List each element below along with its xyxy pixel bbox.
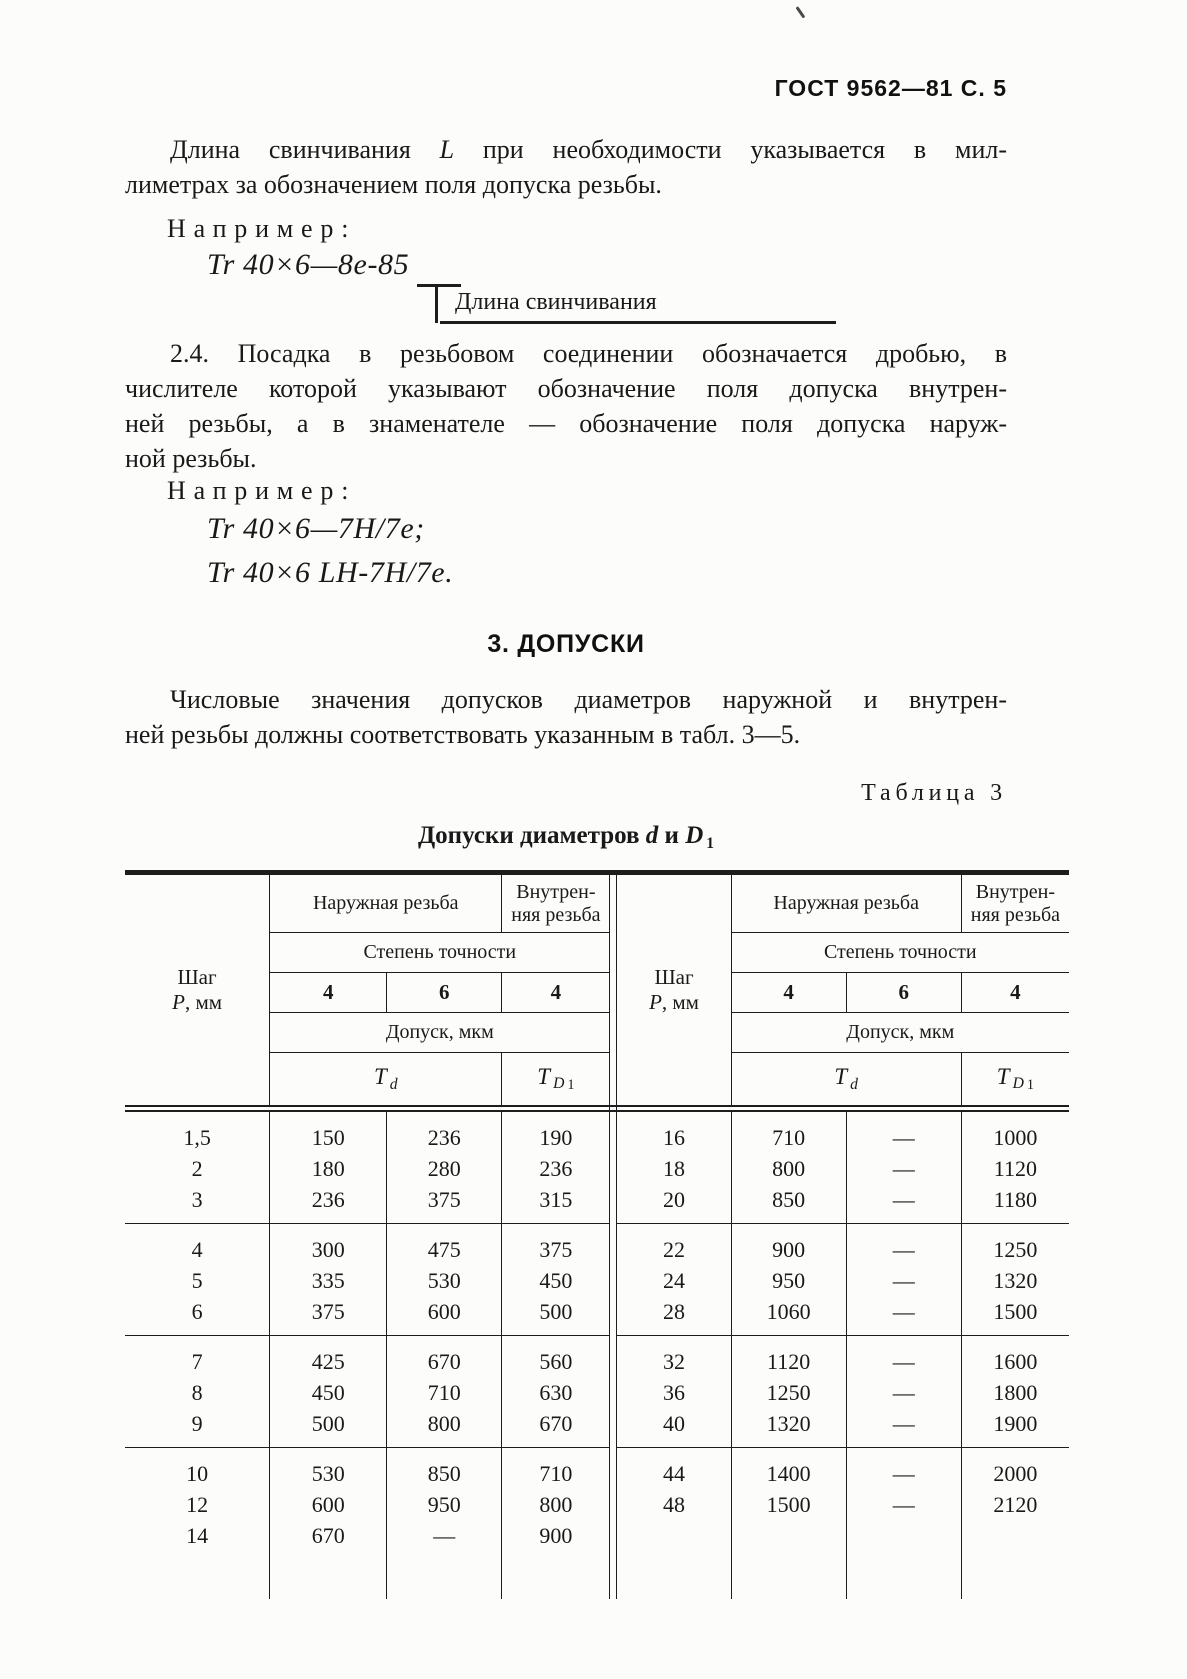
Td-subscript: d xyxy=(850,1075,858,1093)
table-cell: 280 xyxy=(387,1153,502,1184)
table-cell: 800 xyxy=(387,1408,502,1448)
T-base: T xyxy=(537,1064,551,1089)
inner-thread-line1: Внутрен- xyxy=(975,880,1056,903)
table-cell: 9 xyxy=(125,1408,270,1448)
text-line: ней резьбы должны соответствовать указанным в табл. 3—5. xyxy=(125,720,801,749)
table-cell: 1320 xyxy=(732,1408,847,1448)
col-header-step-right xyxy=(617,875,731,1105)
tolerance-units-header-left: Допуск, мкм xyxy=(270,1013,609,1053)
table-cell: 8 xyxy=(125,1377,270,1408)
table-title-subscript: 1 xyxy=(706,835,714,853)
table-cell: 1250 xyxy=(732,1377,847,1408)
table-cell: 180 xyxy=(270,1153,387,1184)
step-label-line2 xyxy=(125,990,269,1015)
table-cell: 710 xyxy=(732,1112,847,1153)
table-row xyxy=(125,1153,1069,1184)
table-cell: 48 xyxy=(617,1489,731,1520)
table-cell xyxy=(847,1551,962,1599)
text-line: ной резьбы. xyxy=(125,444,257,473)
T-base: T xyxy=(996,1064,1010,1089)
callout-underline xyxy=(440,321,836,324)
table-middle-divider xyxy=(609,1448,617,1489)
symbol-Td-right xyxy=(732,1053,962,1105)
tolerance-table xyxy=(125,870,1069,1599)
text-line: лиметрах за обозначением поля допуска резьбы. xyxy=(125,170,662,199)
table-cell: 670 xyxy=(502,1408,609,1448)
table-cell xyxy=(502,1551,609,1599)
table-cell: 44 xyxy=(617,1448,731,1489)
step-p-symbol: P xyxy=(649,990,662,1014)
accuracy-grade-header-right: Степень точности xyxy=(732,933,1069,973)
inner-thread-line1: Внутрен- xyxy=(516,880,596,903)
document-header: ГОСТ 9562—81 С. 5 xyxy=(774,75,1007,101)
table-cell: 28 xyxy=(617,1296,731,1336)
table-cell: 24 xyxy=(617,1265,731,1296)
table-cell: 850 xyxy=(387,1448,502,1489)
table-middle-divider xyxy=(609,1489,617,1520)
inner-thread-line2: няя резьба xyxy=(970,903,1061,926)
table-middle-divider xyxy=(609,1336,617,1377)
table-cell: 1320 xyxy=(993,1267,1038,1293)
table-cell: 335 xyxy=(270,1265,387,1296)
table-cell: — xyxy=(847,1224,962,1265)
table-title-text: Допуски диаметров xyxy=(417,822,646,849)
table-cell: 22 xyxy=(617,1224,731,1265)
table-cell: 36 xyxy=(617,1377,731,1408)
step-units: , мм xyxy=(184,990,223,1014)
inner-thread-line2: няя резьба xyxy=(511,903,601,926)
symbol-TD1-right xyxy=(962,1053,1069,1105)
T-base: T xyxy=(834,1064,848,1090)
table-cell: 600 xyxy=(270,1489,387,1520)
TD1-subscript-1: 1 xyxy=(567,1076,575,1093)
paragraph-swiveling-length xyxy=(125,132,1007,202)
table-cell: 7 xyxy=(125,1336,270,1377)
table-cell: — xyxy=(847,1489,962,1520)
table-cell: 1600 xyxy=(993,1348,1038,1374)
table-cell: 475 xyxy=(387,1224,502,1265)
paragraph-tolerances-intro xyxy=(125,682,1007,752)
table-title xyxy=(125,822,1007,854)
table-cell: — xyxy=(387,1520,502,1551)
step-label-line1: Шаг xyxy=(654,965,694,989)
table-row xyxy=(125,1224,1069,1265)
table-cell: — xyxy=(847,1448,962,1489)
table-cell: 1500 xyxy=(732,1489,847,1520)
table-cell: — xyxy=(847,1296,962,1336)
step-label-line2 xyxy=(617,990,730,1015)
table-middle-divider xyxy=(609,1153,617,1184)
table-cell: 900 xyxy=(732,1224,847,1265)
example-formula-1: Tr 40×6—8e-85 xyxy=(207,248,410,281)
symbol-Td-left xyxy=(270,1053,502,1105)
table-cell: 425 xyxy=(270,1336,387,1377)
table-cell: 800 xyxy=(539,1491,573,1517)
table-cell: — xyxy=(847,1336,962,1377)
table-cell: 236 xyxy=(270,1184,387,1224)
table-cell: 20 xyxy=(617,1184,731,1224)
Td-subscript: d xyxy=(389,1075,398,1093)
table-row xyxy=(125,1336,1069,1377)
TD1-subscript-1: 1 xyxy=(1026,1076,1034,1093)
table-cell: 12 xyxy=(125,1489,270,1520)
table-middle-divider xyxy=(609,875,617,1105)
col-header-inner-thread-left xyxy=(502,875,609,933)
table-cell: 950 xyxy=(732,1265,847,1296)
text-line: Числовые значения допусков диаметров наружной и внутрен- xyxy=(170,685,1007,714)
section-heading-tolerances: 3. ДОПУСКИ xyxy=(487,630,645,658)
table-cell: 5 xyxy=(125,1265,270,1296)
text-line: числителе которой указывают обозначение поля допуска внутрен- xyxy=(125,374,1007,403)
table-cell: 950 xyxy=(387,1489,502,1520)
table-row xyxy=(125,1377,1069,1408)
table-cell: 670 xyxy=(270,1520,387,1551)
table-cell: 18 xyxy=(617,1153,731,1184)
table-cell: 2000 xyxy=(993,1460,1038,1486)
table-middle-divider xyxy=(609,1408,617,1448)
table-row xyxy=(125,1448,1069,1489)
table-cell: 375 xyxy=(539,1236,573,1262)
table-row xyxy=(125,1520,1069,1551)
table-cell: 710 xyxy=(539,1460,573,1486)
table-cell: 710 xyxy=(387,1377,502,1408)
table-cell xyxy=(962,1520,1069,1551)
table-cell: 150 xyxy=(270,1112,387,1153)
table-cell: 40 xyxy=(617,1408,731,1448)
example-formula-2: Tr 40×6—7H/7e; xyxy=(207,512,425,545)
table-middle-divider xyxy=(609,1112,617,1153)
callout-vertical-line xyxy=(435,285,438,323)
table-cell: 1060 xyxy=(732,1296,847,1336)
table-cell: 300 xyxy=(270,1224,387,1265)
step-units: , мм xyxy=(661,990,699,1014)
TD1-subscript: D xyxy=(1012,1075,1024,1093)
example-label-1: Например: xyxy=(167,214,357,243)
table-cell: 315 xyxy=(502,1184,609,1224)
table-cell: 236 xyxy=(387,1112,502,1153)
table-cell: 630 xyxy=(539,1379,573,1405)
grade-6-right: 6 xyxy=(847,973,962,1013)
table-row xyxy=(125,1408,1069,1448)
table-cell: 530 xyxy=(270,1448,387,1489)
table-middle-divider xyxy=(609,1520,617,1551)
table-cell: 4 xyxy=(125,1224,270,1265)
table-cell: 900 xyxy=(539,1522,573,1548)
table-cell: 670 xyxy=(387,1336,502,1377)
table-cell: 530 xyxy=(387,1265,502,1296)
table-cell: — xyxy=(847,1112,962,1153)
T-base: T xyxy=(373,1064,387,1090)
table-cell: 1120 xyxy=(993,1155,1037,1181)
table-cell xyxy=(617,1520,731,1551)
grade-4b-left: 4 xyxy=(502,973,609,1013)
table-cell: — xyxy=(847,1408,962,1448)
table-cell: — xyxy=(847,1153,962,1184)
text-line: ней резьбы, а в знаменателе — обозначение поля допуска наруж- xyxy=(125,409,1007,438)
table-cell: 10 xyxy=(125,1448,270,1489)
table-cell: 850 xyxy=(732,1184,847,1224)
table-middle-divider xyxy=(609,1551,617,1599)
table-cell xyxy=(617,1551,731,1599)
grade-6-left: 6 xyxy=(387,973,502,1013)
page-content xyxy=(125,0,1069,1599)
table-cell xyxy=(847,1520,962,1551)
table-cell xyxy=(270,1551,387,1599)
table-cell: 2120 xyxy=(993,1491,1038,1517)
table-cell: 800 xyxy=(732,1153,847,1184)
step-p-symbol: P xyxy=(172,990,185,1014)
table-title-d-symbol: d xyxy=(645,822,659,849)
paragraph-2-4 xyxy=(125,336,1007,476)
col-header-outer-thread-left: Наружная резьба xyxy=(270,875,502,933)
table-cell: 236 xyxy=(539,1155,573,1181)
table-cell: 3 xyxy=(125,1184,270,1224)
text-line: Длина свинчивания L при необходимости указывается в мил- xyxy=(170,135,1007,164)
table-cell: 2 xyxy=(125,1153,270,1184)
text-line: 2.4. Посадка в резьбовом соединении обозначается дробью, в xyxy=(170,339,1007,368)
tolerance-units-header-right: Допуск, мкм xyxy=(732,1013,1069,1053)
table-title-and: и xyxy=(658,822,686,849)
col-header-inner-thread-right xyxy=(962,875,1069,933)
grade-4-right: 4 xyxy=(732,973,847,1013)
table-middle-divider xyxy=(609,1377,617,1408)
table-cell: 1800 xyxy=(993,1379,1038,1405)
table-middle-divider xyxy=(609,1224,617,1265)
table-caption: Таблица 3 xyxy=(861,780,1007,806)
table-middle-divider xyxy=(609,1265,617,1296)
table-cell: 1,5 xyxy=(125,1112,270,1153)
table-cell: 1500 xyxy=(962,1296,1069,1336)
table-row xyxy=(125,1184,1069,1224)
grade-4-left: 4 xyxy=(270,973,387,1013)
callout-tick-line xyxy=(417,284,461,287)
table-row xyxy=(125,1265,1069,1296)
header-body-double-rule xyxy=(125,1105,1069,1112)
col-header-step-left xyxy=(125,875,270,1105)
grade-4b-right: 4 xyxy=(962,973,1069,1013)
table-cell xyxy=(125,1551,270,1599)
example-formula-3: Tr 40×6 LH-7H/7e. xyxy=(207,556,454,589)
table-row xyxy=(125,1296,1069,1336)
table-cell: — xyxy=(847,1265,962,1296)
callout-diagram xyxy=(125,284,1007,328)
accuracy-grade-header-left: Степень точности xyxy=(270,933,609,973)
table-cell: 450 xyxy=(539,1267,573,1293)
table-cell xyxy=(732,1551,847,1599)
table-cell: 375 xyxy=(270,1296,387,1336)
table-cell xyxy=(387,1551,502,1599)
table-cell: 14 xyxy=(125,1520,270,1551)
col-header-outer-thread-right: Наружная резьба xyxy=(732,875,962,933)
table-cell: 1400 xyxy=(732,1448,847,1489)
table-middle-divider xyxy=(609,1296,617,1336)
table-cell: 16 xyxy=(617,1112,731,1153)
table-body xyxy=(125,1112,1069,1599)
table-cell: — xyxy=(847,1377,962,1408)
symbol-TD1-left xyxy=(502,1053,609,1105)
table-cell: 1000 xyxy=(993,1124,1038,1150)
table-cell xyxy=(962,1551,1069,1599)
table-cell: 1180 xyxy=(962,1184,1069,1224)
table-row xyxy=(125,1489,1069,1520)
table-cell: 500 xyxy=(270,1408,387,1448)
table-cell: 6 xyxy=(125,1296,270,1336)
TD1-subscript: D xyxy=(553,1075,565,1093)
table-cell: 375 xyxy=(387,1184,502,1224)
table-cell: 1900 xyxy=(962,1408,1069,1448)
example-label-2: Например: xyxy=(167,476,357,505)
table-cell xyxy=(732,1520,847,1551)
callout-label: Длина свинчивания xyxy=(455,289,657,315)
table-title-D-symbol: D xyxy=(685,822,704,849)
table-middle-divider xyxy=(609,1184,617,1224)
table-cell: 600 xyxy=(387,1296,502,1336)
table-tail-row xyxy=(125,1551,1069,1599)
table-cell: 450 xyxy=(270,1377,387,1408)
table-cell: 190 xyxy=(539,1124,573,1150)
table-cell: — xyxy=(847,1184,962,1224)
table-cell: 1250 xyxy=(993,1236,1038,1262)
table-cell: 32 xyxy=(617,1336,731,1377)
table-cell: 1120 xyxy=(732,1336,847,1377)
table-cell: 560 xyxy=(539,1348,573,1374)
table-cell: 500 xyxy=(502,1296,609,1336)
table-row xyxy=(125,1112,1069,1153)
step-label-line1: Шаг xyxy=(177,965,217,989)
